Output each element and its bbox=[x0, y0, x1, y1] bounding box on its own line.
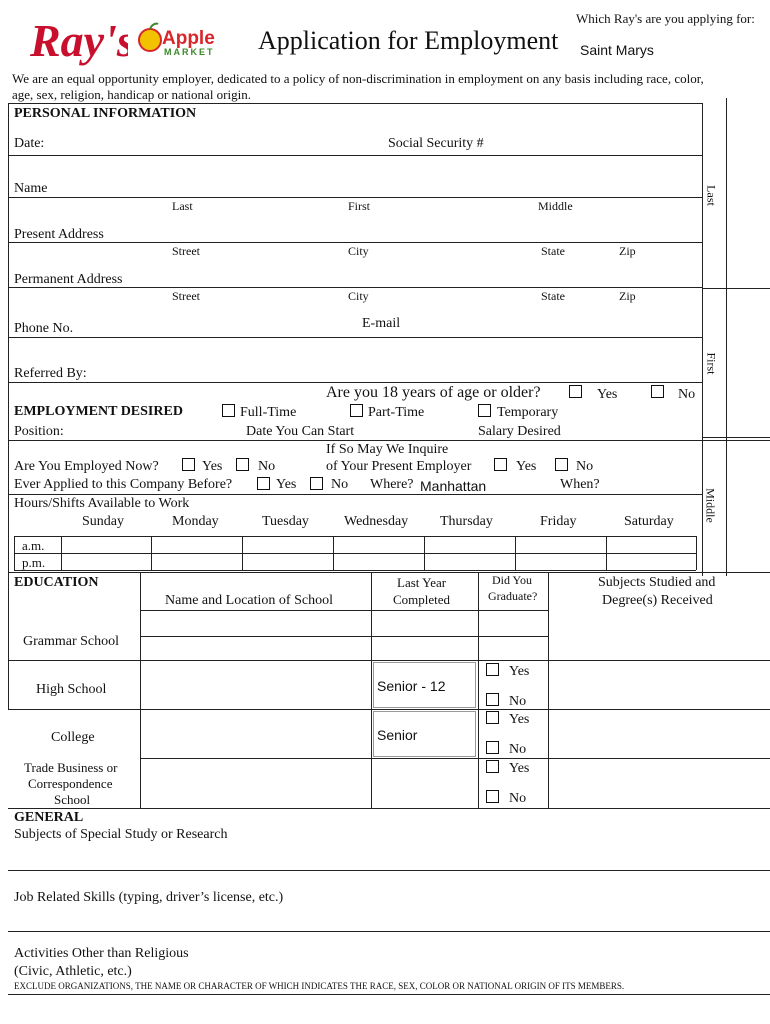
permanent-street-label: Street bbox=[172, 289, 200, 303]
day-wednesday: Wednesday bbox=[344, 514, 409, 529]
part-time-label: Part-Time bbox=[368, 405, 425, 420]
store-question: Which Ray's are you applying for: bbox=[576, 11, 755, 26]
temporary-checkbox[interactable] bbox=[478, 404, 491, 417]
college-graduate-yes-checkbox[interactable] bbox=[486, 711, 499, 724]
page-title: Application for Employment bbox=[258, 26, 559, 55]
high-graduate-yes-label: Yes bbox=[509, 664, 530, 679]
day-tuesday: Tuesday bbox=[262, 514, 309, 529]
applied-yes-label: Yes bbox=[276, 477, 297, 492]
col-subjects-1: Subjects Studied and bbox=[598, 575, 716, 590]
day-friday: Friday bbox=[540, 514, 577, 529]
trade-graduate-no-label: No bbox=[509, 791, 527, 806]
inquire-line-2: of Your Present Employer bbox=[326, 459, 472, 474]
start-date-label: Date You Can Start bbox=[246, 424, 355, 439]
present-street-label: Street bbox=[172, 244, 200, 258]
where-field[interactable]: Manhattan bbox=[420, 478, 487, 494]
age-yes-checkbox[interactable] bbox=[569, 385, 582, 398]
applied-no-label: No bbox=[331, 477, 349, 492]
col-subjects-2: Degree(s) Received bbox=[602, 593, 713, 608]
rays-logo-text: Ray's bbox=[30, 15, 128, 66]
employed-no-label: No bbox=[258, 459, 276, 474]
college-label: College bbox=[51, 730, 95, 745]
day-sunday: Sunday bbox=[82, 514, 124, 529]
trade-label-3: School bbox=[54, 792, 91, 807]
store-field[interactable]: Saint Marys bbox=[580, 42, 654, 58]
college-graduate-yes-label: Yes bbox=[509, 712, 530, 727]
permanent-city-label: City bbox=[348, 289, 369, 303]
permanent-state-label: State bbox=[541, 289, 565, 303]
phone-label: Phone No. bbox=[14, 321, 74, 336]
high-school-year-field[interactable]: Senior - 12 bbox=[373, 662, 476, 708]
trade-graduate-yes-checkbox[interactable] bbox=[486, 760, 499, 773]
eeo-line-1: We are an equal opportunity employer, dedicated to a policy of non-discrimination in employment on any basis including race, color, bbox=[12, 71, 704, 86]
trade-label-2: Correspondence bbox=[28, 776, 113, 791]
inquire-yes-label: Yes bbox=[516, 459, 537, 474]
college-year-field[interactable]: Senior bbox=[373, 711, 476, 757]
apple-logo-text: Apple bbox=[162, 28, 215, 49]
name-middle-label: Middle bbox=[538, 199, 573, 213]
activities-label-1: Activities Other than Religious bbox=[14, 946, 189, 961]
inquire-yes-checkbox[interactable] bbox=[494, 458, 507, 471]
side-label-last: Last bbox=[704, 185, 719, 206]
pm-label: p.m. bbox=[22, 555, 46, 570]
inquire-no-label: No bbox=[576, 459, 594, 474]
high-school-label: High School bbox=[36, 682, 107, 697]
full-time-label: Full-Time bbox=[240, 405, 297, 420]
present-state-label: State bbox=[541, 244, 565, 258]
employed-now-label: Are You Employed Now? bbox=[14, 459, 159, 474]
special-study-label: Subjects of Special Study or Research bbox=[14, 827, 228, 842]
eeo-line-2: age, sex, religion, handicap or national origin. bbox=[12, 87, 251, 102]
employed-yes-label: Yes bbox=[202, 459, 223, 474]
present-zip-label: Zip bbox=[619, 244, 636, 258]
age-yes-label: Yes bbox=[597, 387, 618, 402]
personal-heading: PERSONAL INFORMATION bbox=[14, 106, 197, 121]
where-label: Where? bbox=[370, 477, 414, 492]
high-graduate-yes-checkbox[interactable] bbox=[486, 663, 499, 676]
col-last-year-2: Completed bbox=[393, 592, 451, 607]
employed-no-checkbox[interactable] bbox=[236, 458, 249, 471]
rays-logo bbox=[28, 12, 128, 68]
market-logo-text: MARKET bbox=[164, 47, 215, 57]
grammar-school-label: Grammar School bbox=[23, 634, 120, 649]
applied-no-checkbox[interactable] bbox=[310, 477, 323, 490]
salary-label: Salary Desired bbox=[478, 424, 561, 439]
col-graduate-1: Did You bbox=[492, 573, 533, 587]
exclude-note: EXCLUDE ORGANIZATIONS, THE NAME OR CHARACTER OF WHICH INDICATES THE RACE, SEX, COLOR OR NATIONAL ORIGIN OF ITS MEMBERS. bbox=[14, 981, 625, 991]
day-thursday: Thursday bbox=[440, 514, 493, 529]
day-monday: Monday bbox=[172, 514, 219, 529]
trade-graduate-yes-label: Yes bbox=[509, 761, 530, 776]
col-last-year-1: Last Year bbox=[397, 575, 447, 590]
general-heading: GENERAL bbox=[14, 810, 84, 825]
side-label-first: First bbox=[704, 352, 719, 375]
applied-before-label: Ever Applied to this Company Before? bbox=[14, 477, 233, 492]
age-question: Are you 18 years of age or older? bbox=[326, 384, 541, 401]
name-first-label: First bbox=[348, 199, 371, 213]
temporary-label: Temporary bbox=[497, 405, 559, 420]
referred-label: Referred By: bbox=[14, 366, 87, 381]
col-graduate-2: Graduate? bbox=[488, 589, 538, 603]
education-heading: EDUCATION bbox=[14, 575, 99, 590]
high-graduate-no-checkbox[interactable] bbox=[486, 693, 499, 706]
date-label: Date: bbox=[14, 136, 45, 151]
email-label: E-mail bbox=[362, 316, 401, 331]
inquire-line-1: If So May We Inquire bbox=[326, 442, 449, 457]
activities-label-2: (Civic, Athletic, etc.) bbox=[14, 964, 132, 979]
age-no-label: No bbox=[678, 387, 696, 402]
col-school-label: Name and Location of School bbox=[165, 593, 333, 608]
present-city-label: City bbox=[348, 244, 369, 258]
hours-label: Hours/Shifts Available to Work bbox=[14, 496, 190, 511]
trade-graduate-no-checkbox[interactable] bbox=[486, 790, 499, 803]
employment-heading: EMPLOYMENT DESIRED bbox=[14, 404, 183, 419]
trade-label-1: Trade Business or bbox=[24, 760, 118, 775]
permanent-zip-label: Zip bbox=[619, 289, 636, 303]
present-address-label: Present Address bbox=[14, 227, 104, 242]
inquire-no-checkbox[interactable] bbox=[555, 458, 568, 471]
permanent-address-label: Permanent Address bbox=[14, 272, 123, 287]
age-no-checkbox[interactable] bbox=[651, 385, 664, 398]
college-graduate-no-label: No bbox=[509, 742, 527, 757]
name-label: Name bbox=[14, 181, 48, 196]
position-label: Position: bbox=[14, 424, 64, 439]
side-label-middle: Middle bbox=[703, 488, 718, 523]
part-time-checkbox[interactable] bbox=[350, 404, 363, 417]
high-graduate-no-label: No bbox=[509, 694, 527, 709]
employed-yes-checkbox[interactable] bbox=[182, 458, 195, 471]
applied-yes-checkbox[interactable] bbox=[257, 477, 270, 490]
day-saturday: Saturday bbox=[624, 514, 674, 529]
am-label: a.m. bbox=[22, 538, 45, 553]
ssn-label: Social Security # bbox=[388, 136, 484, 151]
name-last-label: Last bbox=[172, 199, 193, 213]
when-label: When? bbox=[560, 477, 600, 492]
apple-market-logo bbox=[138, 20, 228, 62]
job-skills-label: Job Related Skills (typing, driver’s license, etc.) bbox=[14, 890, 284, 905]
full-time-checkbox[interactable] bbox=[222, 404, 235, 417]
college-graduate-no-checkbox[interactable] bbox=[486, 741, 499, 754]
